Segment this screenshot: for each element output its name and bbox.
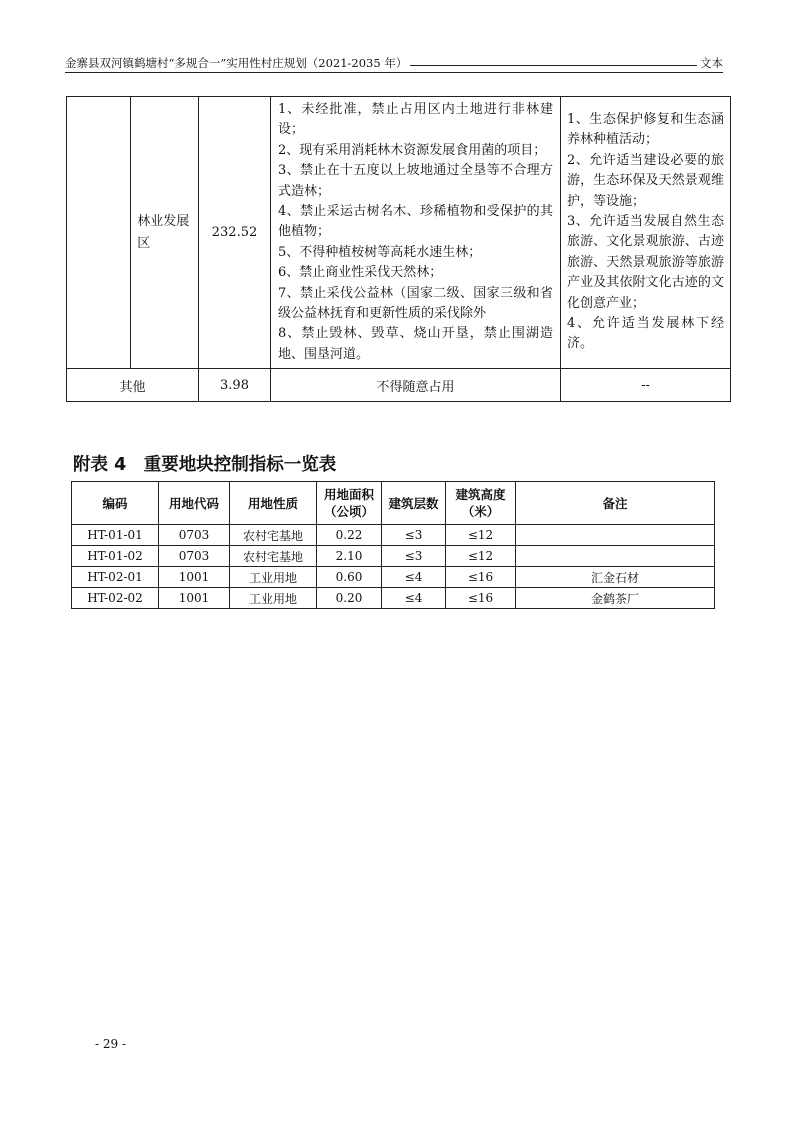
cell-floors: ≤4 — [382, 588, 446, 609]
cell-area: 0.20 — [317, 588, 382, 609]
cell-note: 金鹤茶厂 — [516, 588, 715, 609]
table-row — [67, 97, 731, 369]
cell-land-code: 1001 — [159, 588, 230, 609]
zone-area: 232.52 — [199, 97, 271, 369]
list-item: 2、允许适当建设必要的旅游，生态环保及天然景观维护，等设施； — [567, 152, 724, 209]
list-item: 7、禁止采伐公益林（国家二级、国家三级和省级公益林抚育和更新性质的采伐除外 — [278, 285, 553, 322]
list-item: 4、允许适当发展林下经济。 — [567, 316, 724, 352]
table-row — [72, 567, 715, 588]
cell-area: 0.22 — [317, 525, 382, 546]
list-item: 5、不得种植桉树等高耗水速生林； — [278, 244, 482, 260]
cell-area: 2.10 — [317, 546, 382, 567]
col-header-note: 备注 — [516, 482, 715, 525]
cell-land-code: 0703 — [159, 525, 230, 546]
header-dash-leader — [410, 65, 697, 66]
cell-height: ≤12 — [446, 546, 516, 567]
cell-height: ≤12 — [446, 525, 516, 546]
cell-land-type: 工业用地 — [230, 588, 317, 609]
zone-prohibitions: 不得随意占用 — [271, 369, 561, 402]
table-header-row — [72, 482, 715, 525]
col-header-area: 用地面积（公顷） — [317, 482, 382, 525]
cell-code: HT-01-01 — [72, 525, 159, 546]
col-header-land-type: 用地性质 — [230, 482, 317, 525]
header-suffix: 文本 — [700, 56, 723, 70]
list-item: 3、禁止在十五度以上坡地通过全垦等不合理方式造林； — [278, 163, 553, 199]
list-item: 1、未经批准，禁止占用区内土地进行非林建设； — [278, 102, 553, 138]
cell-land-type: 农村宅基地 — [230, 546, 317, 567]
zone-prohibitions — [271, 97, 561, 369]
zone-control-table — [66, 96, 731, 402]
table-row — [72, 588, 715, 609]
cell-note — [516, 525, 715, 546]
col-header-height: 建筑高度（米） — [446, 482, 516, 525]
cell-floors: ≤3 — [382, 525, 446, 546]
header-title: 金寨县双河镇鹤塘村“多规合一”实用性村庄规划（2021-2035 年） — [65, 56, 408, 70]
cell-land-type: 农村宅基地 — [230, 525, 317, 546]
cell-height: ≤16 — [446, 567, 516, 588]
cell-height: ≤16 — [446, 588, 516, 609]
cell-floors: ≤3 — [382, 546, 446, 567]
table-row — [67, 369, 731, 402]
col-header-land-code: 用地代码 — [159, 482, 230, 525]
list-item: 2、现有采用消耗林木资源发展食用菌的项目； — [278, 142, 547, 158]
cell-code: HT-02-02 — [72, 588, 159, 609]
header-rule — [65, 72, 723, 73]
cell-land-code: 0703 — [159, 546, 230, 567]
cell-note: 汇金石材 — [516, 567, 715, 588]
table-row — [72, 525, 715, 546]
zone-name: 林业发展区 — [137, 213, 190, 251]
page-header — [65, 53, 723, 71]
cell-code: HT-01-02 — [72, 546, 159, 567]
zone-allowances — [561, 97, 731, 369]
list-item: 6、禁止商业性采伐天然林； — [278, 265, 443, 281]
list-item: 1、生态保护修复和生态涵养林种植活动； — [567, 112, 724, 148]
cell-land-code: 1001 — [159, 567, 230, 588]
zone-area: 3.98 — [199, 369, 271, 402]
table-row — [72, 546, 715, 567]
zone-name: 其他 — [67, 369, 199, 402]
list-item: 3、允许适当发展自然生态旅游、文化景观旅游、古迹旅游、天然景观旅游等旅游产业及其依附文化古迹的文化创意产业； — [567, 214, 724, 311]
col-header-code: 编码 — [72, 482, 159, 525]
zone-name-cell — [131, 97, 199, 369]
list-item: 4、禁止采运古树名木、珍稀植物和受保护的其他植物； — [278, 204, 553, 240]
col-header-floors: 建筑层数 — [382, 482, 446, 525]
cell-note — [516, 546, 715, 567]
appendix-title: 附表 4 重要地块控制指标一览表 — [73, 455, 337, 475]
cell-code: HT-02-01 — [72, 567, 159, 588]
zone-category-cell — [67, 97, 131, 369]
cell-area: 0.60 — [317, 567, 382, 588]
page-number: - 29 - — [95, 1037, 127, 1051]
list-item: 8、禁止毁林、毁草、烧山开垦，禁止围湖造地、围垦河道。 — [278, 326, 553, 362]
zone-allowances: -- — [561, 369, 731, 402]
cell-land-type: 工业用地 — [230, 567, 317, 588]
plot-control-table — [71, 481, 715, 609]
cell-floors: ≤4 — [382, 567, 446, 588]
